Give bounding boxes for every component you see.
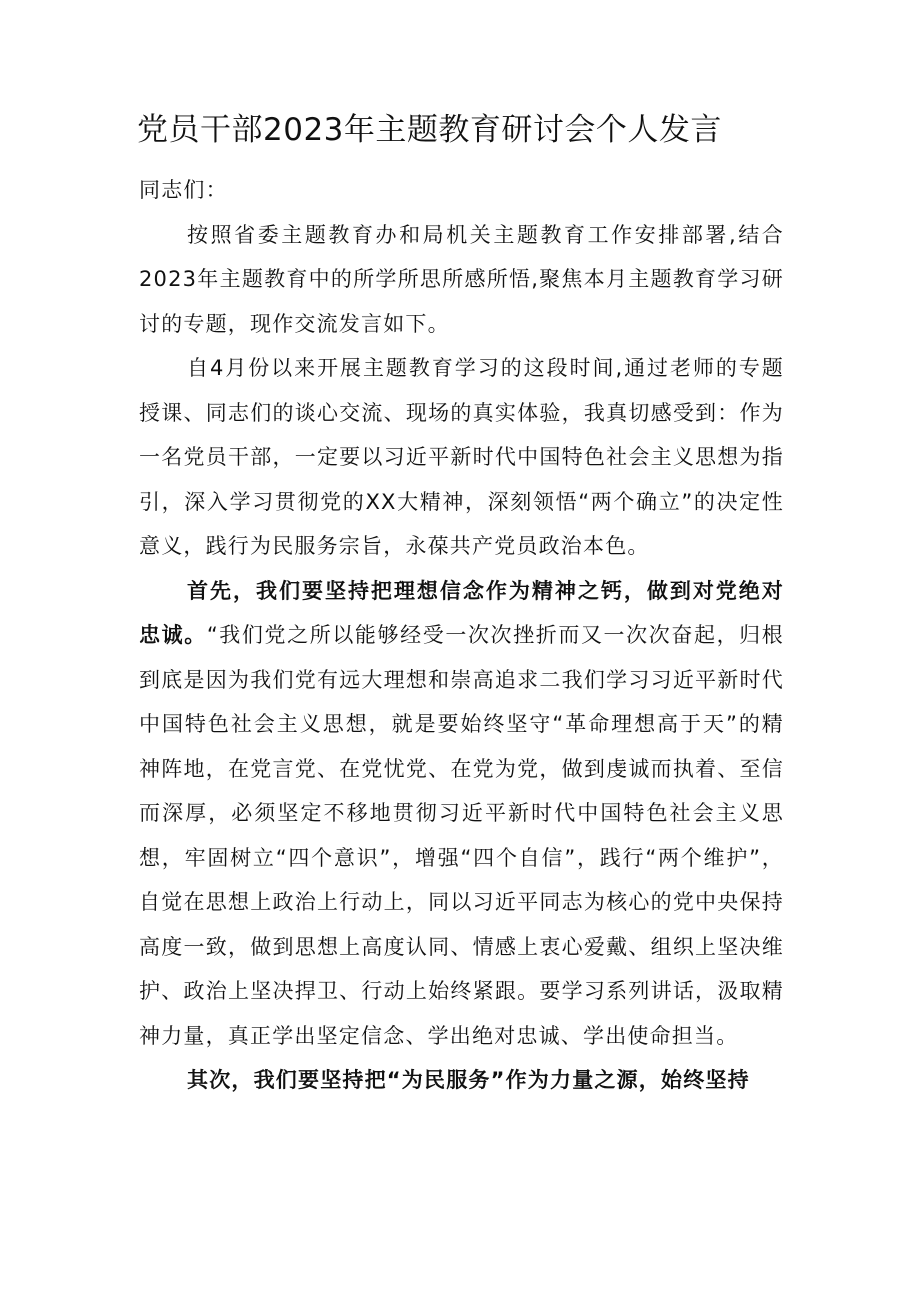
paragraph-4-heading: 其次，我们要坚持把“为民服务”作为力量之源，始终坚持 <box>187 1068 750 1092</box>
paragraph-3 <box>139 569 784 1059</box>
document-title: 党员干部2023年主题教育研讨会个人发言 <box>137 112 722 148</box>
greeting: 同志们： <box>139 178 228 202</box>
paragraph-3-heading: 首先，我们要坚持把理想信念作为精神之钙，做到对党绝对忠诚。 <box>139 578 784 647</box>
paragraph-4 <box>139 1058 784 1103</box>
paragraph-2: 自4月份以来开展主题教育学习的这段时间,通过老师的专题授课、同志们的谈心交流、现场的真实体验，我真切感受到：作为一名党员干部，一定要以习近平新时代中国特色社会主义思想为指引，深入学习贯彻党的XX大精神，深刻领悟“两个确立”的决定性意义，践行为民服务宗旨，永葆共产党员政治本色。 <box>139 356 784 558</box>
paragraph-3-text: “我们党之所以能够经受一次次挫折而又一次次奋起，归根到底是因为我们党有远大理想和崇高追求二我们学习习近平新时代中国特色社会主义思想，就是要始终坚守“革命理想高于天”的精神阵地，在党言党、在党忧党、在党为党，做到虔诚而执着、至信而深厚，必须坚定不移地贯彻习近平新时代中国特色社会主义思想，牢固树立“四个意识”，增强“四个自信”，践行“两个维护”，自觉在思想上政治上行动上，同以习近平同志为核心的党中央保持高度一致，做到思想上高度认同、情感上衷心爱戴、组织上坚决维护、政治上坚决捍卫、行动上始终紧跟。要学习系列讲话，汲取精神力量，真正学出坚定信念、学出绝对忠诚、学出使命担当。 <box>139 623 784 1048</box>
document-body <box>139 168 784 1103</box>
paragraph-1: 按照省委主题教育办和局机关主题教育工作安排部署,结合2023年主题教育中的所学所思所感所悟,聚焦本月主题教育学习研讨的专题，现作交流发言如下。 <box>139 222 784 336</box>
